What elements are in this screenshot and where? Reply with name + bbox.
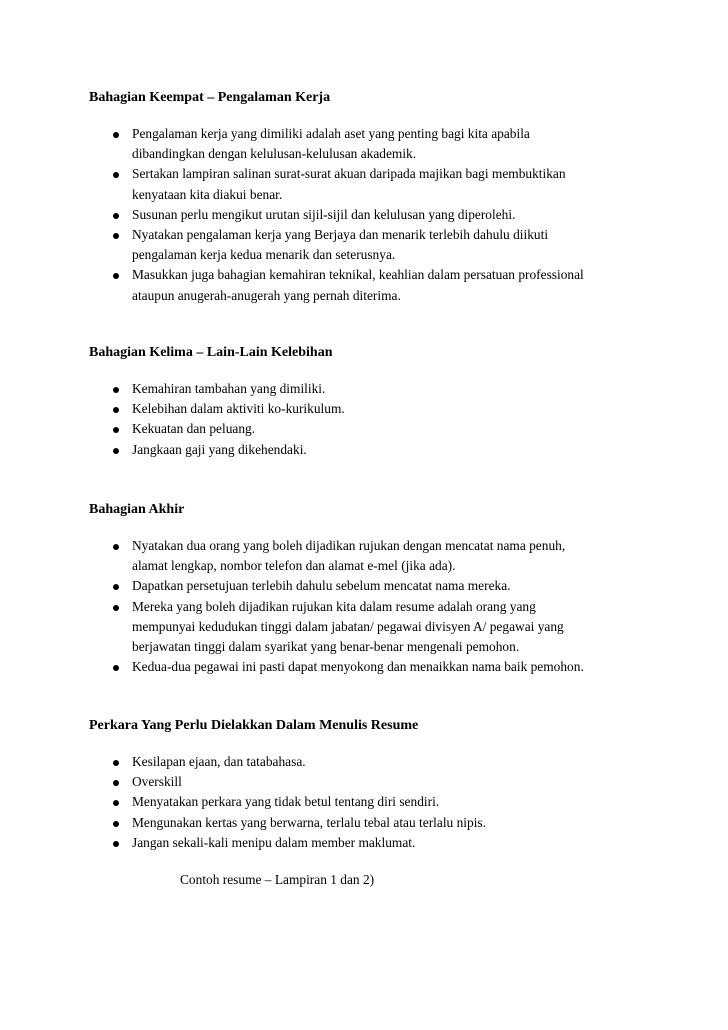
bullet-icon (113, 841, 119, 847)
section-lain-lain-kelebihan (89, 344, 649, 460)
bullet-icon (113, 665, 119, 671)
list-item: Kekuatan dan peluang. (89, 419, 649, 439)
section-heading: Perkara Yang Perlu Dielakkan Dalam Menulis Resume (89, 718, 419, 733)
bullet-icon (113, 800, 119, 806)
bullet-list (89, 536, 649, 677)
bullet-icon (113, 821, 119, 827)
bullet-icon (113, 448, 119, 454)
bullet-icon (113, 427, 119, 433)
list-item: Menyatakan perkara yang tidak betul tentang diri sendiri. (89, 792, 649, 812)
list-item: Mereka yang boleh dijadikan rujukan kita dalam resume adalah orang yang mempunyai kedudukan tinggi dalam jabatan/ pegawai divisyen A/ pegawai yang berjawatan tinggi dalam syarikat yang benar-benar mengenali pemohon. (89, 597, 649, 658)
bullet-icon (113, 213, 119, 219)
section-perkara-dielakkan (89, 717, 649, 853)
list-item: Masukkan juga bahagian kemahiran teknikal, keahlian dalam persatuan professional ataupun anugerah-anugerah yang pernah diterima. (89, 265, 649, 305)
bullet-icon (113, 584, 119, 590)
bullet-list (89, 752, 649, 853)
list-item: Sertakan lampiran salinan surat-surat akuan daripada majikan bagi membuktikan kenyataan kita diakui benar. (89, 164, 649, 204)
list-item: Kedua-dua pegawai ini pasti dapat menyokong dan menaikkan nama baik pemohon. (89, 657, 649, 677)
footer-note: Contoh resume – Lampiran 1 dan 2) (180, 872, 375, 887)
list-item: Jangan sekali-kali menipu dalam member maklumat. (89, 833, 649, 853)
bullet-icon (113, 172, 119, 178)
bullet-icon (113, 387, 119, 393)
list-item: Pengalaman kerja yang dimiliki adalah aset yang penting bagi kita apabila dibandingkan dengan kelulusan-kelulusan akademik. (89, 124, 649, 164)
list-item: Nyatakan pengalaman kerja yang Berjaya dan menarik terlebih dahulu diikuti pengalaman kerja kedua menarik dan seterusnya. (89, 225, 649, 265)
section-pengalaman-kerja (89, 89, 649, 306)
bullet-list (89, 124, 649, 306)
bullet-icon (113, 544, 119, 550)
list-item: Mengunakan kertas yang berwarna, terlalu tebal atau terlalu nipis. (89, 813, 649, 833)
bullet-icon (113, 760, 119, 766)
list-item: Overskill (89, 772, 649, 792)
bullet-icon (113, 407, 119, 413)
list-item: Dapatkan persetujuan terlebih dahulu sebelum mencatat nama mereka. (89, 576, 649, 596)
list-item: Jangkaan gaji yang dikehendaki. (89, 440, 649, 460)
list-item: Kesilapan ejaan, dan tatabahasa. (89, 752, 649, 772)
bullet-icon (113, 132, 119, 138)
list-item: Kemahiran tambahan yang dimiliki. (89, 379, 649, 399)
list-item: Kelebihan dalam aktiviti ko-kurikulum. (89, 399, 649, 419)
list-item: Nyatakan dua orang yang boleh dijadikan rujukan dengan mencatat nama penuh, alamat lengkap, nombor telefon dan alamat e-mel (jika ada). (89, 536, 649, 576)
bullet-icon (113, 233, 119, 239)
section-bahagian-akhir (89, 501, 649, 677)
list-item: Susunan perlu mengikut urutan sijil-sijil dan kelulusan yang diperolehi. (89, 205, 649, 225)
bullet-icon (113, 273, 119, 279)
bullet-icon (113, 605, 119, 611)
section-heading: Bahagian Akhir (89, 502, 185, 517)
section-heading: Bahagian Keempat – Pengalaman Kerja (89, 90, 331, 105)
section-heading: Bahagian Kelima – Lain-Lain Kelebihan (89, 345, 333, 360)
bullet-icon (113, 780, 119, 786)
bullet-list (89, 379, 649, 460)
